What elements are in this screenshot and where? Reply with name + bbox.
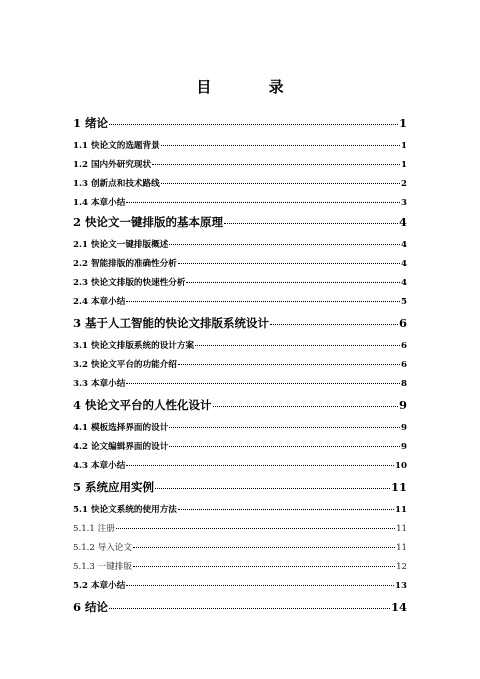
toc-entry-label: 3 基于人工智能的快论文排版系统设计 <box>73 315 270 330</box>
dot-leader <box>126 374 400 384</box>
toc-entry-page: 10 <box>395 460 407 471</box>
dot-leader <box>109 596 390 609</box>
dot-leader <box>133 538 395 548</box>
dot-leader <box>213 394 398 407</box>
dot-leader <box>126 292 400 302</box>
toc-entry-page: 11 <box>390 479 407 494</box>
toc-entry[interactable] <box>73 195 407 208</box>
toc-entry[interactable] <box>73 357 407 370</box>
dot-leader <box>133 557 395 567</box>
toc-entry-page: 5 <box>401 296 407 307</box>
toc-entry-label: 4.1 模板选择界面的设计 <box>73 422 169 433</box>
toc-entry[interactable] <box>73 256 407 269</box>
toc-entry-label: 5.2 本章小结 <box>73 580 126 591</box>
dot-leader <box>126 456 394 466</box>
toc-entry-label: 2.3 快论文排版的快速性分析 <box>73 277 186 288</box>
toc-entry-page: 8 <box>401 378 407 389</box>
toc-entry[interactable] <box>73 439 407 452</box>
toc-entry-label: 1.2 国内外研究现状 <box>73 159 152 170</box>
dot-leader <box>178 254 400 264</box>
toc-entry-page: 13 <box>395 580 407 591</box>
toc-entry-page: 4 <box>401 258 407 269</box>
toc-entry[interactable] <box>73 559 407 572</box>
toc-entry-label: 1.4 本章小结 <box>73 197 126 208</box>
toc-entry-label: 2.4 本章小结 <box>73 296 126 307</box>
dot-leader <box>116 519 395 529</box>
toc-entry-page: 2 <box>401 178 407 189</box>
toc-entry-page: 11 <box>395 504 407 515</box>
toc-entry-label: 5.1.2 导入论文 <box>73 542 132 553</box>
toc-entry-label: 4.3 本章小结 <box>73 460 126 471</box>
toc-entry-label: 2 快论文一键排版的基本原理 <box>73 214 224 229</box>
toc-entry-page: 11 <box>396 542 407 553</box>
toc-entry-page: 6 <box>401 359 407 370</box>
toc-entry[interactable] <box>73 478 407 495</box>
toc-entry[interactable] <box>73 176 407 189</box>
dot-leader <box>155 476 390 489</box>
toc-entry-page: 4 <box>401 239 407 250</box>
toc-entry[interactable] <box>73 213 407 230</box>
toc-entry[interactable] <box>73 458 407 471</box>
toc-entry-label: 3.2 快论文平台的功能介绍 <box>73 359 177 370</box>
toc-entry-page: 3 <box>401 197 407 208</box>
dot-leader <box>178 355 400 365</box>
dot-leader <box>126 193 400 203</box>
toc-entry[interactable] <box>73 598 407 615</box>
toc-entry-page: 9 <box>401 441 407 452</box>
toc-entry[interactable] <box>73 540 407 553</box>
toc-entry-label: 1 绪论 <box>73 115 109 130</box>
toc-entry-label: 4 快论文平台的人性化设计 <box>73 397 212 412</box>
toc-entry-page: 12 <box>396 561 407 572</box>
dot-leader <box>270 312 398 325</box>
toc-entry[interactable] <box>73 420 407 433</box>
dot-leader <box>195 336 400 346</box>
toc-entry[interactable] <box>73 338 407 351</box>
toc-entry[interactable] <box>73 237 407 250</box>
toc-entry-page: 4 <box>401 277 407 288</box>
toc-entry[interactable] <box>73 294 407 307</box>
toc-entry-label: 5 系统应用实例 <box>73 479 155 494</box>
toc-entry-page: 11 <box>396 523 407 534</box>
dot-leader <box>161 136 400 146</box>
dot-leader <box>224 211 398 224</box>
page-title: 目 录 <box>196 78 310 96</box>
toc-entry[interactable] <box>73 275 407 288</box>
dot-leader <box>169 235 400 245</box>
toc-entry-label: 5.1.1 注册 <box>73 523 115 534</box>
dot-leader <box>152 155 400 165</box>
toc-entry-label: 1.3 创新点和技术路线 <box>73 178 160 189</box>
toc-entry[interactable] <box>73 502 407 515</box>
toc-entry[interactable] <box>73 578 407 591</box>
toc-entry-page: 6 <box>401 340 407 351</box>
toc-entry-page: 1 <box>401 140 407 151</box>
toc-entry-page: 1 <box>398 115 407 130</box>
dot-leader <box>126 576 394 586</box>
toc-entry-label: 5.1 快论文系统的使用方法 <box>73 504 177 515</box>
toc-entry[interactable] <box>73 138 407 151</box>
dot-leader <box>109 112 398 125</box>
toc-entry-label: 1.1 快论文的选题背景 <box>73 140 160 151</box>
toc-entry-label: 3.1 快论文排版系统的设计方案 <box>73 340 195 351</box>
dot-leader <box>169 418 400 428</box>
toc-entry-label: 2.2 智能排版的准确性分析 <box>73 258 177 269</box>
toc-entry[interactable] <box>73 376 407 389</box>
dot-leader <box>186 273 400 283</box>
dot-leader <box>169 437 400 447</box>
toc-entry-page: 9 <box>398 397 407 412</box>
toc-entry-label: 3.3 本章小结 <box>73 378 126 389</box>
toc-entry-label: 6 结论 <box>73 599 109 614</box>
toc-entry[interactable] <box>73 396 407 413</box>
toc-entry-page: 14 <box>390 599 407 614</box>
toc-entry-label: 4.2 论文编辑界面的设计 <box>73 441 169 452</box>
toc-entry-label: 5.1.3 一键排版 <box>73 561 132 572</box>
toc-entry-label: 2.1 快论文一键排版概述 <box>73 239 169 250</box>
toc-entry-page: 9 <box>401 422 407 433</box>
toc-entry[interactable] <box>73 157 407 170</box>
toc-entry[interactable] <box>73 521 407 534</box>
dot-leader <box>178 500 394 510</box>
dot-leader <box>161 174 400 184</box>
toc-entry-page: 4 <box>398 214 407 229</box>
toc-entry[interactable] <box>73 314 407 331</box>
toc-entry-page: 1 <box>401 159 407 170</box>
toc-entry[interactable] <box>73 114 407 131</box>
toc-entry-page: 6 <box>398 315 407 330</box>
